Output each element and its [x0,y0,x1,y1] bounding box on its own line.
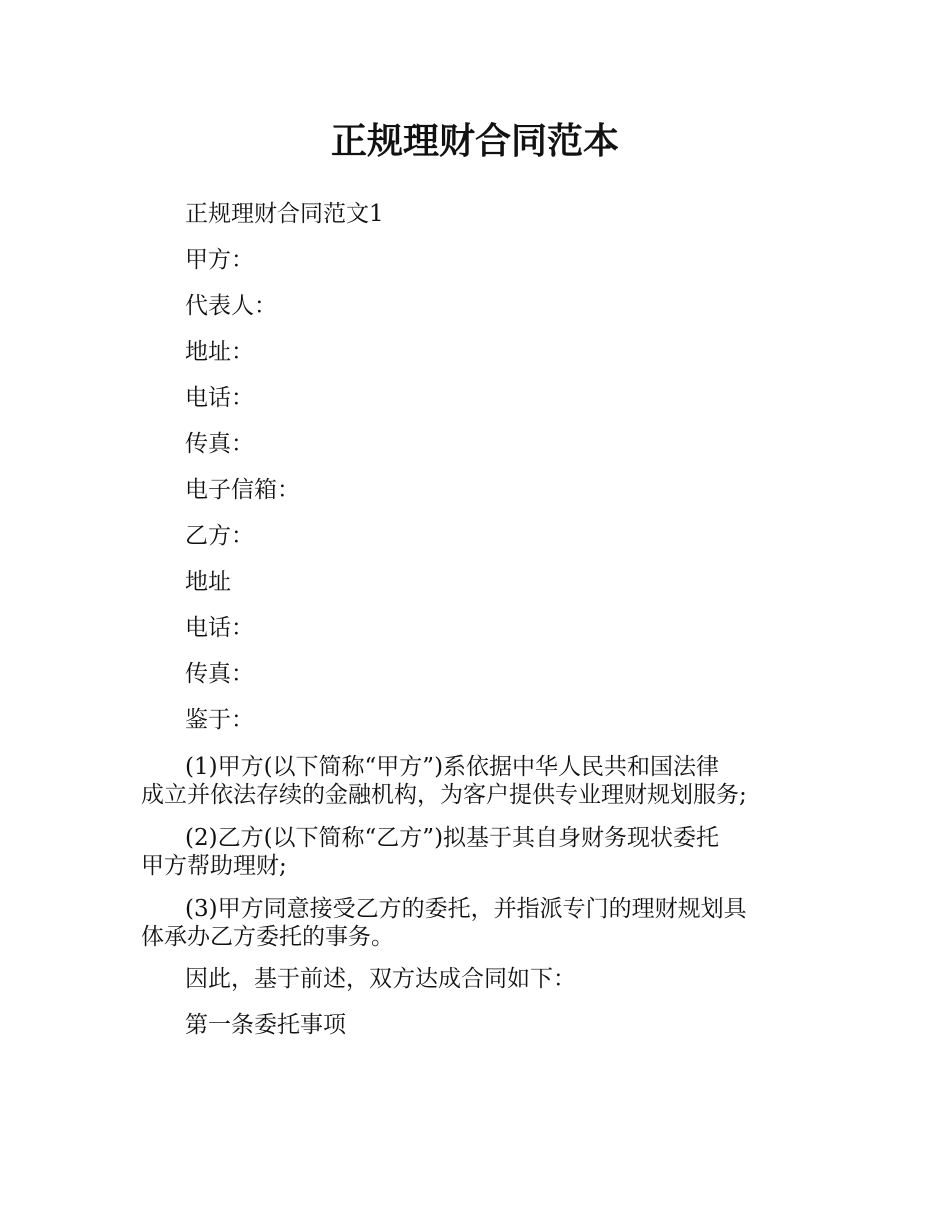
recital-line: (1)甲方(以下简称“甲方”)系依据中华人民共和国法律 [185,754,720,780]
recital-line: (2)乙方(以下简称“乙方”)拟基于其自身财务现状委托 [185,825,720,851]
agreement-intro: 因此，基于前述，双方达成合同如下： [185,966,576,992]
party-b-address-label: 地址 [185,569,231,595]
section-heading: 正规理财合同范文1 [185,201,384,227]
party-a-label: 甲方： [185,247,254,273]
recital-line: 成立并依法存续的金融机构，为客户提供专业理财规划服务; [141,782,747,808]
recital-paragraph [141,895,801,951]
recital-line: 体承办乙方委托的事务。 [141,924,394,950]
representative-label: 代表人： [185,293,277,319]
recital-paragraph [141,753,801,809]
address-label: 地址： [185,339,254,365]
fax-label: 传真： [185,431,254,457]
party-b-label: 乙方： [185,523,254,549]
recital-line: (3)甲方同意接受乙方的委托，并指派专门的理财规划具 [185,896,747,922]
whereas-label: 鉴于： [185,707,254,733]
recital-line: 甲方帮助理财; [141,853,287,879]
email-label: 电子信箱： [185,477,300,503]
phone-label: 电话： [185,385,254,411]
party-b-fax-label: 传真： [185,661,254,687]
party-b-phone-label: 电话： [185,615,254,641]
article-heading: 第一条委托事项 [185,1012,346,1038]
recital-paragraph [141,824,801,880]
document-body [141,201,801,1058]
document-title: 正规理财合同范本 [330,121,619,162]
